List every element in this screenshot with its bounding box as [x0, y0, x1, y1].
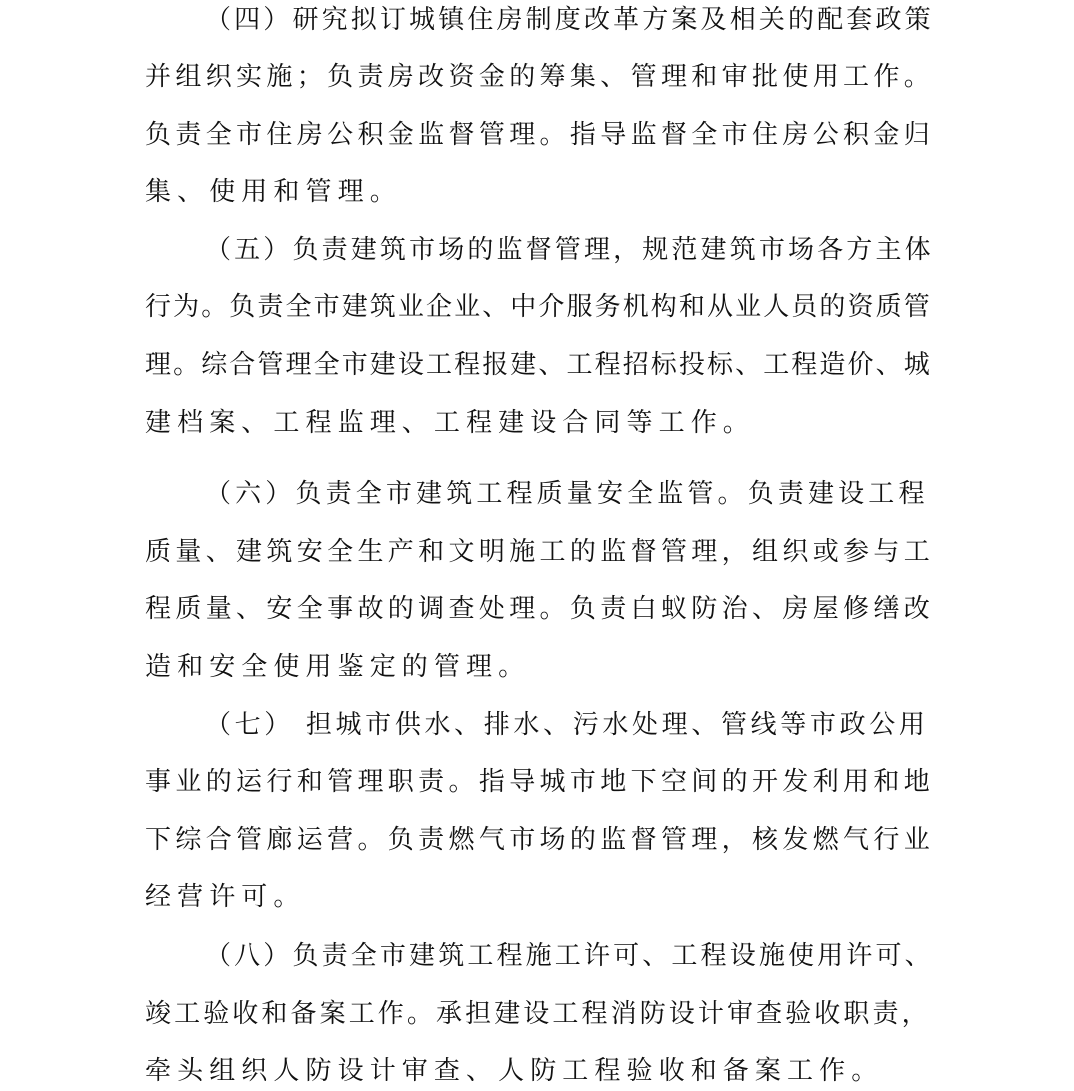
paragraph-8-line-1: （八）负责全市建筑工程施工许可、工程设施使用许可、	[205, 941, 934, 971]
paragraph-4-line-3: 负责全市住房公积金监督管理。指导监督全市住房公积金归	[145, 120, 935, 150]
paragraph-7-line-3: 下综合管廊运营。负责燃气市场的监督管理，核发燃气行业	[145, 825, 935, 855]
paragraph-8-line-2: 竣工验收和备案工作。承担建设工程消防设计审查验收职责，	[145, 999, 931, 1029]
paragraph-7-line-4: 经营许可。	[145, 882, 306, 912]
paragraph-7-line-2: 事业的运行和管理职责。指导城市地下空间的开发利用和地	[145, 767, 935, 797]
paragraph-8-line-3: 牵头组织人防设计审查、人防工程验收和备案工作。	[145, 1056, 884, 1086]
paragraph-6-line-1: （六）负责全市建筑工程质量安全监管。负责建设工程	[205, 479, 929, 509]
paragraph-6-line-3: 程质量、安全事故的调查处理。负责白蚁防治、房屋修缮改	[145, 594, 935, 624]
paragraph-6-line-2: 质量、建筑安全生产和文明施工的监督管理，组织或参与工	[145, 537, 935, 567]
paragraph-4-line-4: 集、使用和管理。	[145, 177, 402, 207]
paragraph-7-line-1: （七） 担城市供水、排水、污水处理、管线等市政公用	[205, 710, 929, 740]
paragraph-5-line-2: 行为。负责全市建筑业企业、中介服务机构和从业人员的资质管	[145, 292, 932, 322]
paragraph-5-line-4: 建档案、工程监理、工程建设合同等工作。	[145, 408, 755, 438]
paragraph-5-line-3: 理。综合管理全市建设工程报建、工程招标投标、工程造价、城	[145, 350, 932, 380]
paragraph-5-line-1: （五）负责建筑市场的监督管理，规范建筑市场各方主体	[205, 235, 934, 265]
paragraph-6-line-4: 造和安全使用鉴定的管理。	[145, 652, 531, 682]
paragraph-4-line-2: 并组织实施；负责房改资金的筹集、管理和审批使用工作。	[145, 62, 935, 92]
paragraph-4-line-1: （四）研究拟订城镇住房制度改革方案及相关的配套政策	[205, 5, 934, 35]
